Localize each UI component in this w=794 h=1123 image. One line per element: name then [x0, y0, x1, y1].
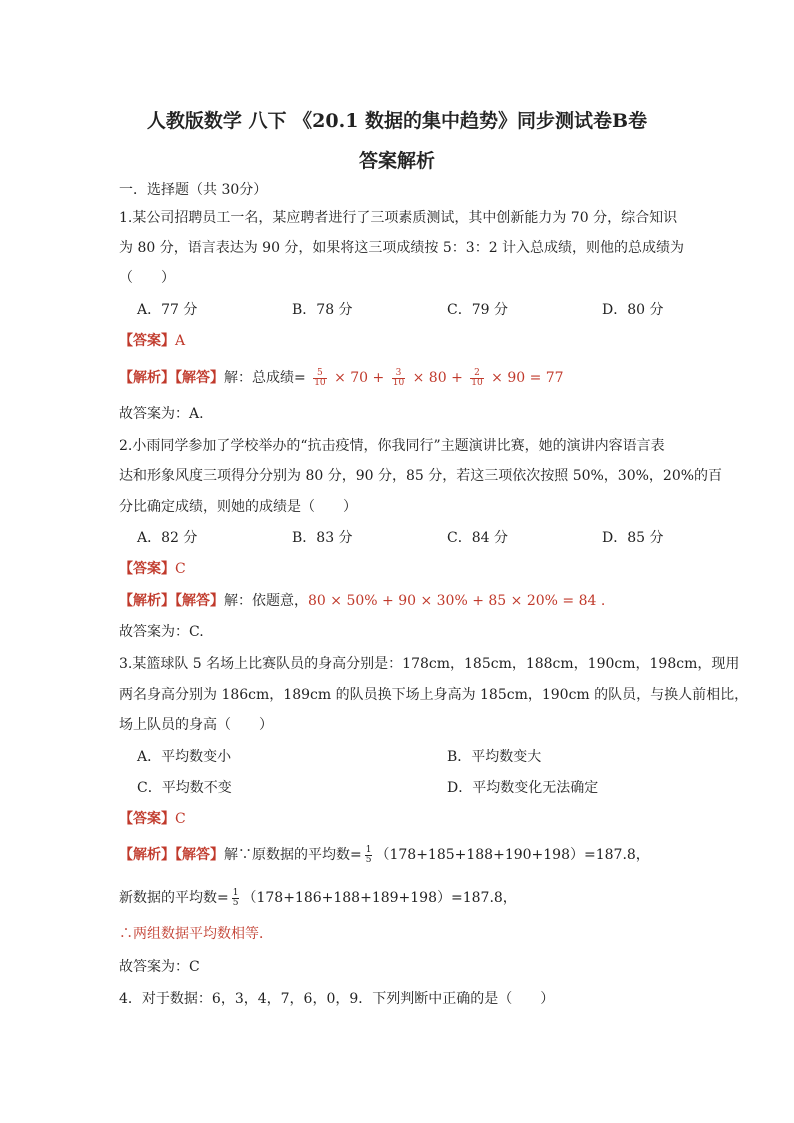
- q2-answer: [119, 559, 186, 579]
- analysis-tag: 【解析】【解答】: [119, 593, 224, 609]
- q1-option-c: C．79 分: [447, 302, 508, 318]
- q3-answer: [119, 809, 186, 829]
- q3-solution-line3: ∴两组数据平均数相等．: [119, 926, 273, 942]
- fraction: $\frac{2}{10}$: [471, 367, 483, 388]
- q1-solution: 【解析】【解答】解：总成绩= $\frac{5}{10}$ × 70 + $\frac{3}{10}$ × 80 + $\frac{2}{10}$ × 90 = 77: [119, 367, 564, 388]
- q3-solution-line1: 【解析】【解答】解∵原数据的平均数= $\frac{1}{5}$ （178+185+188+190+198）=187.8，: [119, 844, 650, 865]
- q2-option-c: C．84 分: [447, 530, 508, 546]
- answer-value: A: [175, 333, 186, 349]
- analysis-tag: 【解析】【解答】: [119, 847, 224, 863]
- solution-prefix: 解：总成绩=: [224, 370, 306, 386]
- q4-text-line1: 4．对于数据：6，3，4，7，6，0，9．下列判断中正确的是（ ）: [119, 991, 555, 1007]
- fraction: $\frac{5}{10}$: [314, 367, 326, 388]
- q3-solution-line2: 新数据的平均数= $\frac{1}{5}$ （178+186+188+189+198）=187.8，: [119, 887, 517, 908]
- q3-option-b: B．平均数变大: [447, 749, 542, 765]
- answer-tag: 【答案】: [119, 811, 175, 827]
- q1-answer: [119, 331, 185, 351]
- q3-option-d: D．平均数变化无法确定: [447, 780, 599, 796]
- answer-value: C: [175, 561, 186, 577]
- q3-text-line1: 3.某篮球队 5 名场上比赛队员的身高分别是：178cm，185cm，188cm，190cm，198cm，现用: [119, 656, 740, 672]
- q1-text-line3: （ ）: [119, 270, 175, 286]
- q2-text-line1: 2.小雨同学参加了学校举办的“抗击疫情，你我同行”主题演讲比赛，她的演讲内容语言表: [119, 438, 665, 454]
- page-title: 人教版数学 八下 《20.1 数据的集中趋势》同步测试卷B卷: [146, 110, 648, 132]
- answer-value: C: [175, 811, 186, 827]
- solution-expression: 80 × 50% + 90 × 30% + 85 × 20% = 84 .: [308, 593, 606, 609]
- q2-text-line2: 达和形象风度三项得分分别为 80 分，90 分，85 分，若这三项依次按照 50%，30%，20%的百: [119, 468, 723, 484]
- q2-option-b: B．83 分: [292, 530, 353, 546]
- q2-solution: [119, 591, 605, 611]
- q3-conclusion: 故答案为：C: [119, 959, 200, 975]
- q3-text-line3: 场上队员的身高（ ）: [119, 717, 273, 733]
- q1-option-a: A．77 分: [137, 302, 198, 318]
- solution-prefix: 解：依题意，: [224, 593, 308, 609]
- fraction: $\frac{1}{5}$: [232, 887, 239, 908]
- q1-option-b: B．78 分: [292, 302, 353, 318]
- q2-option-d: D．85 分: [602, 530, 664, 546]
- q3-text-line2: 两名身高分别为 186cm，189cm 的队员换下场上身高为 185cm，190cm 的队员，与换人前相比，: [119, 687, 749, 703]
- answer-tag: 【答案】: [119, 561, 175, 577]
- section-heading: 一．选择题（共 30分）: [119, 182, 268, 198]
- fraction: $\frac{1}{5}$: [365, 844, 372, 865]
- answer-tag: 【答案】: [119, 333, 175, 349]
- q1-conclusion: 故答案为：A.: [119, 406, 204, 422]
- q1-option-d: D．80 分: [602, 302, 664, 318]
- q2-option-a: A．82 分: [137, 530, 198, 546]
- q2-conclusion: 故答案为：C.: [119, 624, 204, 640]
- q1-text-line2: 为 80 分，语言表达为 90 分，如果将这三项成绩按 5：3：2 计入总成绩，则他的总成绩为: [119, 240, 685, 256]
- q2-text-line3: 分比确定成绩，则她的成绩是（ ）: [119, 499, 357, 515]
- analysis-tag: 【解析】【解答】: [119, 370, 224, 386]
- page-subtitle: 答案解析: [358, 150, 435, 172]
- q3-option-a: A．平均数变小: [137, 749, 232, 765]
- q1-text-line1: 1.某公司招聘员工一名，某应聘者进行了三项素质测试，其中创新能力为 70 分，综合知识: [119, 210, 678, 226]
- fraction: $\frac{3}{10}$: [392, 367, 405, 388]
- q3-option-c: C．平均数不变: [137, 780, 232, 796]
